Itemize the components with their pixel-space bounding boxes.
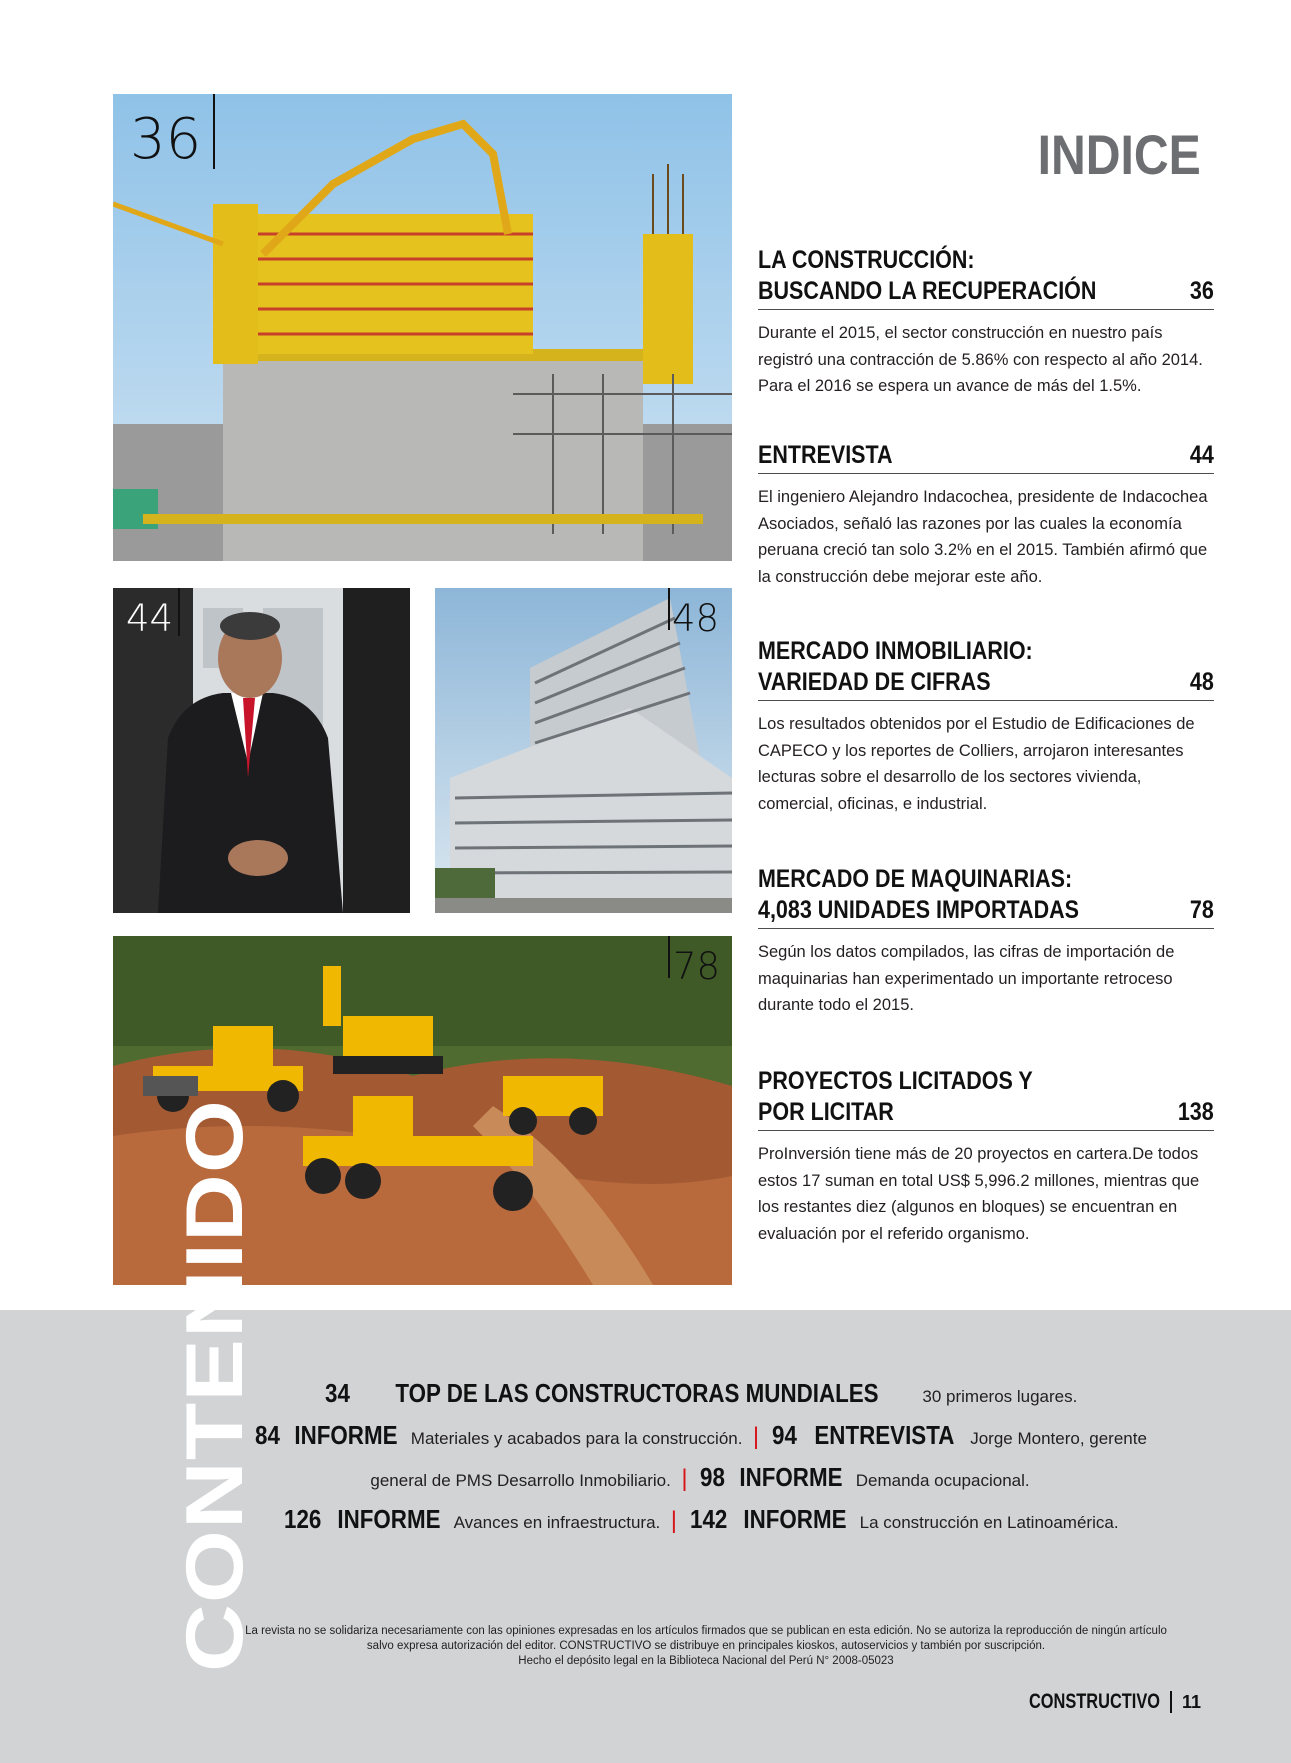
toc-line bbox=[200, 1414, 1200, 1456]
footer-page-number: 11 bbox=[1181, 1691, 1201, 1712]
separator-bar: | bbox=[670, 1507, 677, 1534]
photo-page-number: 48 bbox=[672, 597, 720, 640]
entry-page-number: 44 bbox=[1190, 441, 1214, 469]
toc-page-number: 94 bbox=[771, 1420, 797, 1450]
entry-header bbox=[758, 440, 1214, 474]
photo-page-number: 78 bbox=[673, 945, 721, 988]
entry-header bbox=[758, 636, 1214, 701]
toc-description: La construcción en Latinoamérica. bbox=[859, 1513, 1119, 1532]
toc-page-number: 84 bbox=[255, 1420, 280, 1450]
secondary-contents bbox=[200, 1372, 1200, 1540]
entry-description: El ingeniero Alejandro Indacochea, presidente de Indacochea Asociados, señaló las razones por las cuales la economía peruana creció tan solo 3.2% en el 2015. También afirmó que la construcción debe mejorar este año. bbox=[758, 488, 1208, 586]
toc-page-number: 34 bbox=[324, 1378, 350, 1408]
entry-page-number: 48 bbox=[1190, 668, 1214, 696]
toc-item bbox=[281, 1504, 664, 1534]
entry-title: PROYECTOS LICITADOS Y POR LICITAR bbox=[758, 1067, 1033, 1126]
entry-description: Según los datos compilados, las cifras de importación de maquinarias han experimentado un importante retroceso durante todo el 2015. bbox=[758, 943, 1175, 1014]
toc-line bbox=[200, 1372, 1200, 1414]
entry-page-number: 36 bbox=[1190, 277, 1214, 305]
toc-page-number: 98 bbox=[700, 1462, 725, 1492]
toc-page-number: 126 bbox=[284, 1504, 322, 1534]
entry-title: LA CONSTRUCCIÓN: BUSCANDO LA RECUPERACIÓN bbox=[758, 246, 1097, 305]
vertical-section-label: CONTENIDO bbox=[168, 1099, 260, 1672]
disclaimer-line: salvo expresa autorización del editor. CONSTRUCTIVO se distribuye en principales kioskos, autoservicios y también por suscripción. bbox=[366, 1640, 1046, 1652]
entry-header bbox=[758, 245, 1214, 310]
entry-header bbox=[758, 1066, 1214, 1131]
entry-title: ENTREVISTA bbox=[758, 441, 893, 469]
toc-description: 30 primeros lugares. bbox=[922, 1387, 1078, 1406]
entry-title: MERCADO INMOBILIARIO: VARIEDAD DE CIFRAS bbox=[758, 637, 1033, 696]
entry-header bbox=[758, 864, 1214, 929]
toc-entry bbox=[758, 440, 1214, 590]
toc-page-number: 142 bbox=[690, 1504, 728, 1534]
toc-description: Demanda ocupacional. bbox=[855, 1471, 1030, 1490]
toc-section-label: INFORME bbox=[337, 1504, 441, 1534]
magazine-brand: CONSTRUCTIVO bbox=[1029, 1690, 1161, 1713]
separator-bar: | bbox=[681, 1465, 688, 1492]
page-marker-bar bbox=[668, 936, 670, 978]
photo-page-number: 44 bbox=[126, 597, 174, 640]
toc-item bbox=[698, 1462, 1030, 1492]
toc-item bbox=[323, 1378, 1078, 1408]
entry-title: MERCADO DE MAQUINARIAS: 4,083 UNIDADES IMPORTADAS bbox=[758, 865, 1079, 924]
toc-description: Avances en infraestructura. bbox=[453, 1513, 661, 1532]
disclaimer-line: La revista no se solidariza necesariamente con las opiniones expresadas en los artículos firmados que se publican en esta edición. No se autoriza la reproducción de ningún artículo bbox=[245, 1625, 1167, 1637]
toc-description: Materiales y acabados para la construcción. bbox=[410, 1429, 743, 1448]
disclaimer-line: Hecho el depósito legal en la Biblioteca Nacional del Perú N° 2008-05023 bbox=[518, 1655, 894, 1667]
page-marker-bar bbox=[668, 588, 670, 630]
construction-site-image bbox=[113, 94, 732, 561]
toc-entry bbox=[758, 1066, 1214, 1247]
toc-item bbox=[770, 1420, 1147, 1450]
toc-line bbox=[200, 1498, 1200, 1540]
toc-description: Jorge Montero, gerente bbox=[970, 1429, 1147, 1448]
toc-entry bbox=[758, 864, 1214, 1019]
page-marker-bar bbox=[178, 588, 180, 636]
entry-description: Los resultados obtenidos por el Estudio de Edificaciones de CAPECO y los reportes de Colliers, arrojaron interesantes lecturas sobre el desarrollo de los sectores vivienda, comercial, oficinas, e industrial. bbox=[758, 715, 1195, 813]
toc-section-label: INFORME bbox=[739, 1462, 843, 1492]
toc-section-label: ENTREVISTA bbox=[814, 1420, 955, 1450]
entry-page-number: 78 bbox=[1190, 896, 1214, 924]
photo-interviewee bbox=[113, 588, 410, 913]
entry-description: ProInversión tiene más de 20 proyectos en cartera.De todos estos 17 suman en total US$ 5,996.2 millones, mientras que los restantes diez (algunos en bloques) se encuentran en evaluación por el referido organismo. bbox=[758, 1145, 1200, 1243]
photo-page-number: 36 bbox=[130, 107, 202, 172]
toc-entry bbox=[758, 636, 1214, 817]
toc-section-label: INFORME bbox=[294, 1420, 398, 1450]
toc-section-label: INFORME bbox=[743, 1504, 847, 1534]
entry-description: Durante el 2015, el sector construcción en nuestro país registró una contracción de 5.86% con respecto al año 2014. Para el 2016 se espera un avance de más del 1.5%. bbox=[758, 324, 1203, 395]
toc-item bbox=[687, 1504, 1119, 1534]
toc-entry bbox=[758, 245, 1214, 400]
photo-construction-site bbox=[113, 94, 732, 561]
toc-description: general de PMS Desarrollo Inmobiliario. bbox=[370, 1471, 671, 1490]
separator-bar: | bbox=[752, 1423, 760, 1450]
page-footer bbox=[992, 1690, 1201, 1714]
toc-item bbox=[253, 1420, 747, 1450]
page-title: INDICE bbox=[1037, 123, 1201, 186]
footer-divider bbox=[1170, 1691, 1172, 1713]
toc-section-label: TOP DE LAS CONSTRUCTORAS MUNDIALES bbox=[395, 1378, 879, 1408]
legal-disclaimer bbox=[196, 1624, 1216, 1669]
photo-office-building bbox=[435, 588, 732, 913]
page-marker-bar bbox=[213, 94, 215, 169]
toc-line bbox=[200, 1456, 1200, 1498]
entry-page-number: 138 bbox=[1178, 1098, 1214, 1126]
